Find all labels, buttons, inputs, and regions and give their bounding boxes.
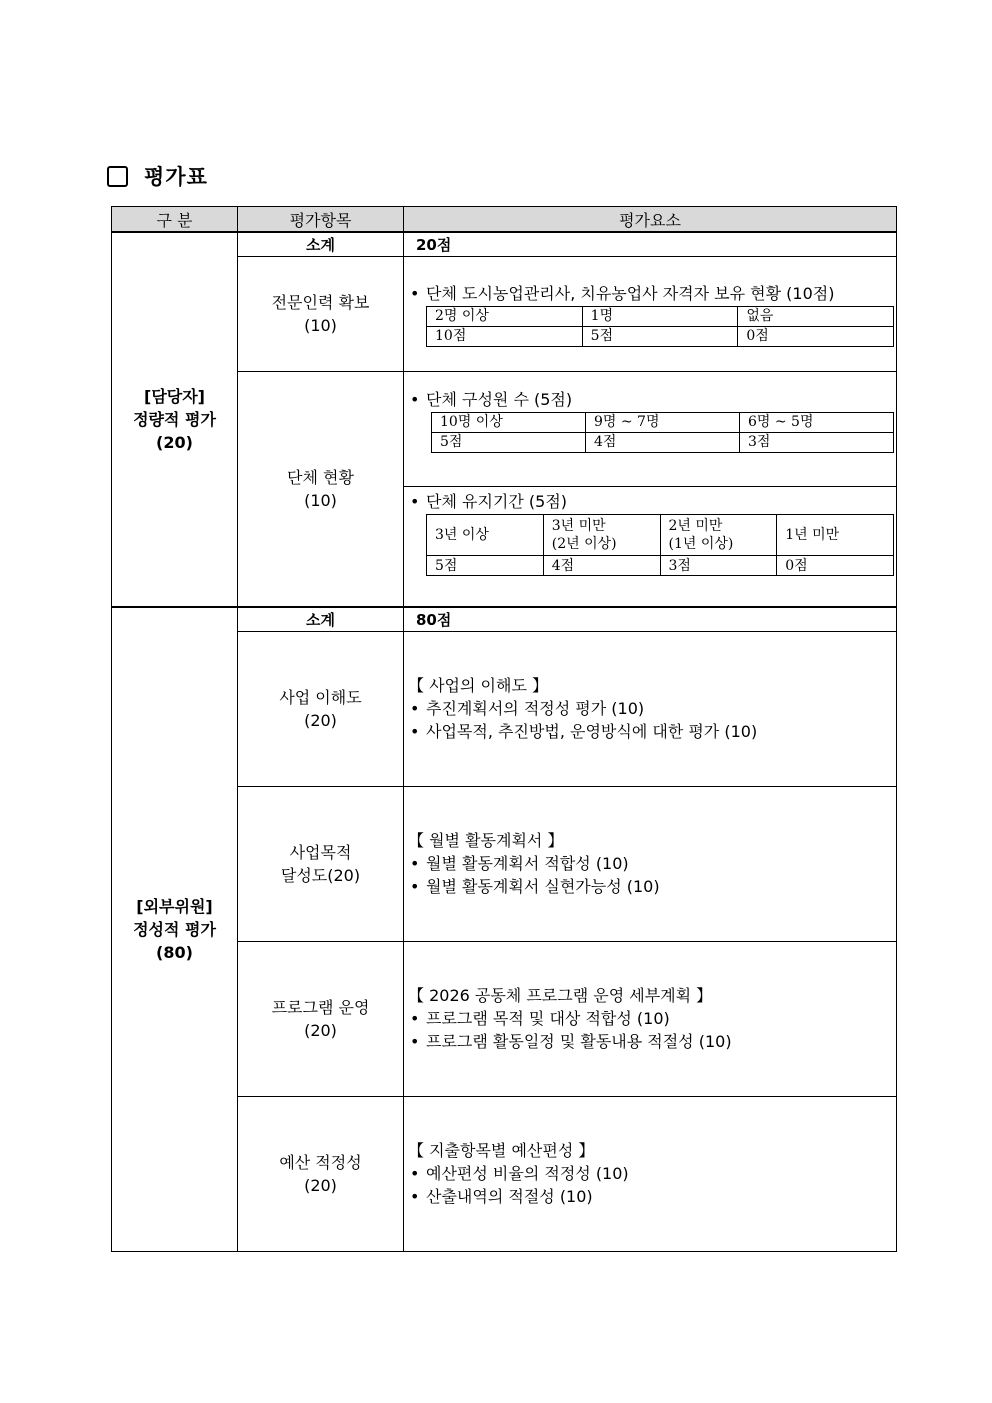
score-cell: 없음 <box>738 306 894 326</box>
section2-subtotal-value: 80점 <box>404 607 897 632</box>
page-heading <box>107 163 208 189</box>
item-name-line2: (20) <box>304 1020 337 1040</box>
score-cell: 5점 <box>427 556 544 576</box>
score-cell: 3점 <box>740 432 894 452</box>
item-name-line2: (10) <box>304 490 337 510</box>
section1-category <box>112 232 238 607</box>
item-name-line1: 사업목적 <box>289 842 352 862</box>
bullet-item: • 단체 유지기간 (5점) <box>408 490 892 513</box>
page-title: 평가표 <box>144 165 208 189</box>
item-name-line1: 예산 적정성 <box>279 1152 362 1172</box>
header-element: 평가요소 <box>404 207 897 233</box>
section1-subtotal-value: 20점 <box>404 232 897 257</box>
section2-category <box>112 607 238 1252</box>
section1-subtotal-row <box>112 232 897 257</box>
item-name-line2: (10) <box>304 316 337 335</box>
element-heading: 【 지출항목별 예산편성 】 <box>408 1141 595 1160</box>
score-cell: 10명 이상 <box>432 412 586 432</box>
section2-subtotal-row <box>112 607 897 632</box>
score-cell: 4점 <box>543 556 660 576</box>
score-table <box>426 306 894 347</box>
bullet-item: • 단체 도시농업관리사, 치유농업사 자격자 보유 현황 (10점) <box>408 282 892 305</box>
score-cell-line: (1년 이상) <box>668 536 734 553</box>
bullet-item: • 예산편성 비율의 적정성 (10) <box>408 1162 892 1185</box>
item-name <box>238 372 404 607</box>
item-elements <box>404 941 897 1096</box>
item-name <box>238 631 404 786</box>
item-elements <box>404 372 897 487</box>
item-name <box>238 1096 404 1251</box>
header-item: 평가항목 <box>238 207 404 233</box>
score-cell-line: 3년 미만 <box>551 518 606 535</box>
score-table <box>426 514 894 576</box>
score-cell <box>660 515 777 556</box>
bullet-item: • 단체 구성원 수 (5점) <box>408 388 892 411</box>
header-category: 구 분 <box>112 207 238 233</box>
bullet-item: • 추진계획서의 적정성 평가 (10) <box>408 697 892 720</box>
item-elements <box>404 1096 897 1251</box>
score-cell: 3년 이상 <box>427 515 544 556</box>
bullet-item: • 사업목적, 추진방법, 운영방식에 대한 평가 (10) <box>408 720 892 743</box>
item-name <box>238 257 404 372</box>
section2-subtotal-label: 소계 <box>238 607 404 632</box>
score-cell: 6명 ~ 5명 <box>740 412 894 432</box>
evaluation-table <box>111 206 897 1252</box>
score-cell: 1명 <box>582 306 738 326</box>
element-heading: 【 사업의 이해도 】 <box>408 676 548 695</box>
section1-subtotal-label: 소계 <box>238 232 404 257</box>
score-cell: 2명 이상 <box>427 306 583 326</box>
score-cell: 5점 <box>582 326 738 346</box>
score-cell-line: 2년 미만 <box>668 518 723 535</box>
item-name-line2: (20) <box>304 710 337 730</box>
score-cell <box>543 515 660 556</box>
item-elements <box>404 631 897 786</box>
item-name-line2: 달성도(20) <box>280 865 361 885</box>
score-cell: 3점 <box>660 556 777 576</box>
bullet-item: • 월별 활동계획서 실현가능성 (10) <box>408 875 892 898</box>
header-row <box>112 207 897 233</box>
section2-category-line2: 정성적 평가 <box>133 919 216 939</box>
bullet-item: • 월별 활동계획서 적합성 (10) <box>408 852 892 875</box>
element-heading: 【 2026 공동체 프로그램 운영 세부계획 】 <box>408 986 713 1005</box>
section2-category-line3: (80) <box>156 942 193 962</box>
section1-category-line2: 정량적 평가 <box>133 409 216 429</box>
item-name <box>238 941 404 1096</box>
bullet-item: • 산출내역의 적절성 (10) <box>408 1185 892 1208</box>
score-cell: 10점 <box>427 326 583 346</box>
item-name-line1: 단체 현황 <box>287 467 354 487</box>
item-name-line1: 전문인력 확보 <box>271 293 370 312</box>
bullet-item: • 프로그램 활동일정 및 활동내용 적절성 (10) <box>408 1030 892 1053</box>
score-cell: 9명 ~ 7명 <box>586 412 740 432</box>
item-elements <box>404 786 897 941</box>
item-name-line1: 프로그램 운영 <box>271 997 370 1017</box>
item-name-line2: (20) <box>304 1175 337 1195</box>
item-elements <box>404 487 897 607</box>
score-cell-line: (2년 이상) <box>551 536 617 553</box>
score-cell: 1년 미만 <box>777 515 894 556</box>
score-cell: 5점 <box>432 432 586 452</box>
checkbox-icon <box>107 166 128 187</box>
section1-category-line1: [담당자] <box>144 386 205 406</box>
element-heading: 【 월별 활동계획서 】 <box>408 831 564 850</box>
item-name-line1: 사업 이해도 <box>279 687 362 707</box>
score-table <box>431 412 894 453</box>
bullet-item: • 프로그램 목적 및 대상 적합성 (10) <box>408 1007 892 1030</box>
item-name <box>238 786 404 941</box>
score-cell: 0점 <box>738 326 894 346</box>
section1-category-line3: (20) <box>156 432 193 452</box>
score-cell: 0점 <box>777 556 894 576</box>
item-elements <box>404 257 897 372</box>
score-cell: 4점 <box>586 432 740 452</box>
section2-category-line1: [외부위원] <box>136 896 213 916</box>
